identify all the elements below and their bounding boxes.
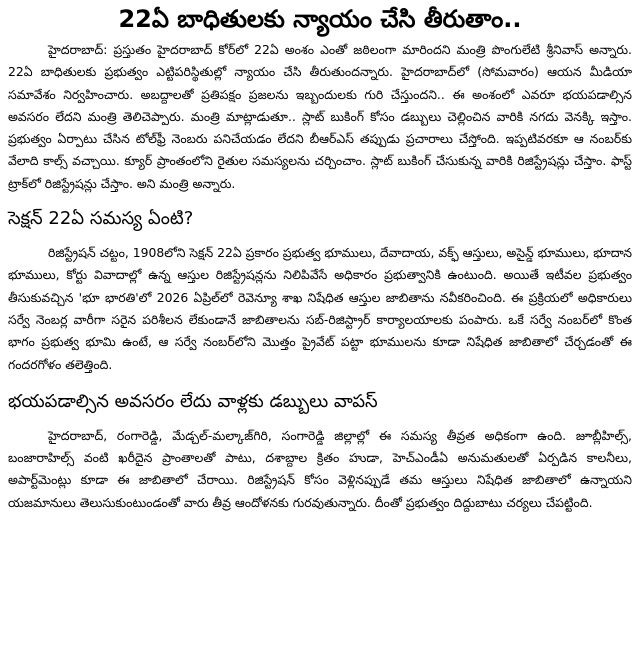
section-heading-22a-problem: సెక్షన్ 22ఏ సమస్య ఏంటి? — [8, 208, 194, 230]
intro-paragraph: హైదరాబాద్: ప్రస్తుతం హైదరాబాద్ కోర్‌లో 22ఏ అంశం ఎంతో జఠిలంగా మారిందని మంత్రి పొంగులేటి శ్రీనివాస్ అన్నారు. 22ఏ బాధితులకు ప్రభుత్వం ఎట్టిపరిస్థితుల్లో న్యాయం చేసి తీరుతుందన్నారు. హైదరాబాద్‌లో (సోమవారం) ఆయన మీడియా సమావేశం నిర్వహించారు. అబద్దాలతో ప్రతిపక్షం ప్రజలను ఇబ్బందులకు గురి చేస్తుందని.. ఈ అంశంలో ఎవరూ భయపడాల్సిన అవసరం లేదని మంత్రి తెలిచెప్పారు. మంత్రి మాట్లాడుతూ.. స్లాట్ బుకింగ్ కోసం డబ్బులు చెల్లించిన వారికి నగదు వెనక్కి ఇస్తాం. ప్రభుత్వం ఏర్పాటు చేసిన టోల్‌ఫ్రీ నెంబరు పనిచేయడం లేదని బీఆర్ఎస్ తప్పుడు ప్రచారాలు చేస్తోంది. ఇప్పటివరకూ ఆ నంబర్‌కు వేలాది కాల్స్ వచ్చాయి. క్యూర్ ప్రాంతంలోని రైతుల సమస్యలను చర్చించాం. స్లాట్ బుకింగ్ చేసుకున్న వారికి రిజిస్ట్రేషన్లు చేస్తాం. ఫాస్ట్ ట్రాక్‌లో రిజిస్ట్రేషన్లు చేస్తాం. అని మంత్రి అన్నారు. — [8, 42, 632, 191]
section-heading-refund: భయపడాల్సిన అవసరం లేదు వాళ్లకు డబ్బులు వాపస్ — [8, 390, 378, 412]
article-headline: 22ఏ బాధితులకు న్యాయం చేసి తీరుతాం.. — [118, 5, 522, 33]
section-22a-paragraph: రిజిస్ట్రేషన్ చట్టం, 1908లోని సెక్షన్ 22ఏ ప్రకారం ప్రభుత్వ భూములు, దేవాదాయ, వక్ఫ్ ఆస్తులు, అసైన్డ్ భూములు, భూదాన భూములు, కోర్టు వివాదాల్లో ఉన్న ఆస్తుల రిజిస్ట్రేషన్లను నిలిపివేసే అధికారం ప్రభుత్వానికి ఉంటుంది. అయితే ఇటీవల ప్రభుత్వం తీసుకువచ్చిన 'భూ భారతి'లో 2026 ఏప్రిల్‌లో రెవెన్యూ శాఖ నిషేధిత ఆస్తుల జాబితాను నవీకరించింది. ఈ ప్రక్రియలో అధికారులు సర్వే నెంబర్ల వారీగా సరైన పరిశీలన లేకుండానే జాబితాలను సబ్-రిజిస్ట్రార్ కార్యాలయాలకు పంపారు. ఒకే సర్వే నంబర్‌లో కొంత భాగం ప్రభుత్వ భూమి ఉంటే, ఆ సర్వే నంబర్‌లోని మొత్తం ప్రైవేట్ పట్టా భూములను కూడా నిషేధిత జాబితాలో చేర్చడంతో ఈ గందరగోళం తలెత్తింది. — [8, 245, 632, 372]
refund-paragraph: హైదరాబాద్, రంగారెడ్డి, మేడ్చల్-మల్కాజ్‌గిరి, సంగారెడ్డి జిల్లాల్లో ఈ సమస్య తీవ్రత అధికంగా ఉంది. జూబ్లీహిల్స్, బంజారాహిల్స్ వంటి ఖరీదైన ప్రాంతాలతో పాటు, దశాబ్దాల క్రితం హుడా, హెచ్ఎండీఏ అనుమతులతో ఏర్పడిన కాలనీలు, అపార్ట్‌మెంట్లు కూడా ఈ జాబితాలో చేరాయి. రిజిస్ట్రేషన్ కోసం వెళ్లినప్పుడే తమ ఆస్తులు నిషేధిత జాబితాలో ఉన్నాయని యజమానులు తెలుసుకుంటుండంతో వారు తీవ్ర ఆందోళనకు గురవుతున్నారు. దీంతో ప్రభుత్వం దిద్దుబాటు చర్యలు చేపట్టింది. — [8, 427, 632, 510]
